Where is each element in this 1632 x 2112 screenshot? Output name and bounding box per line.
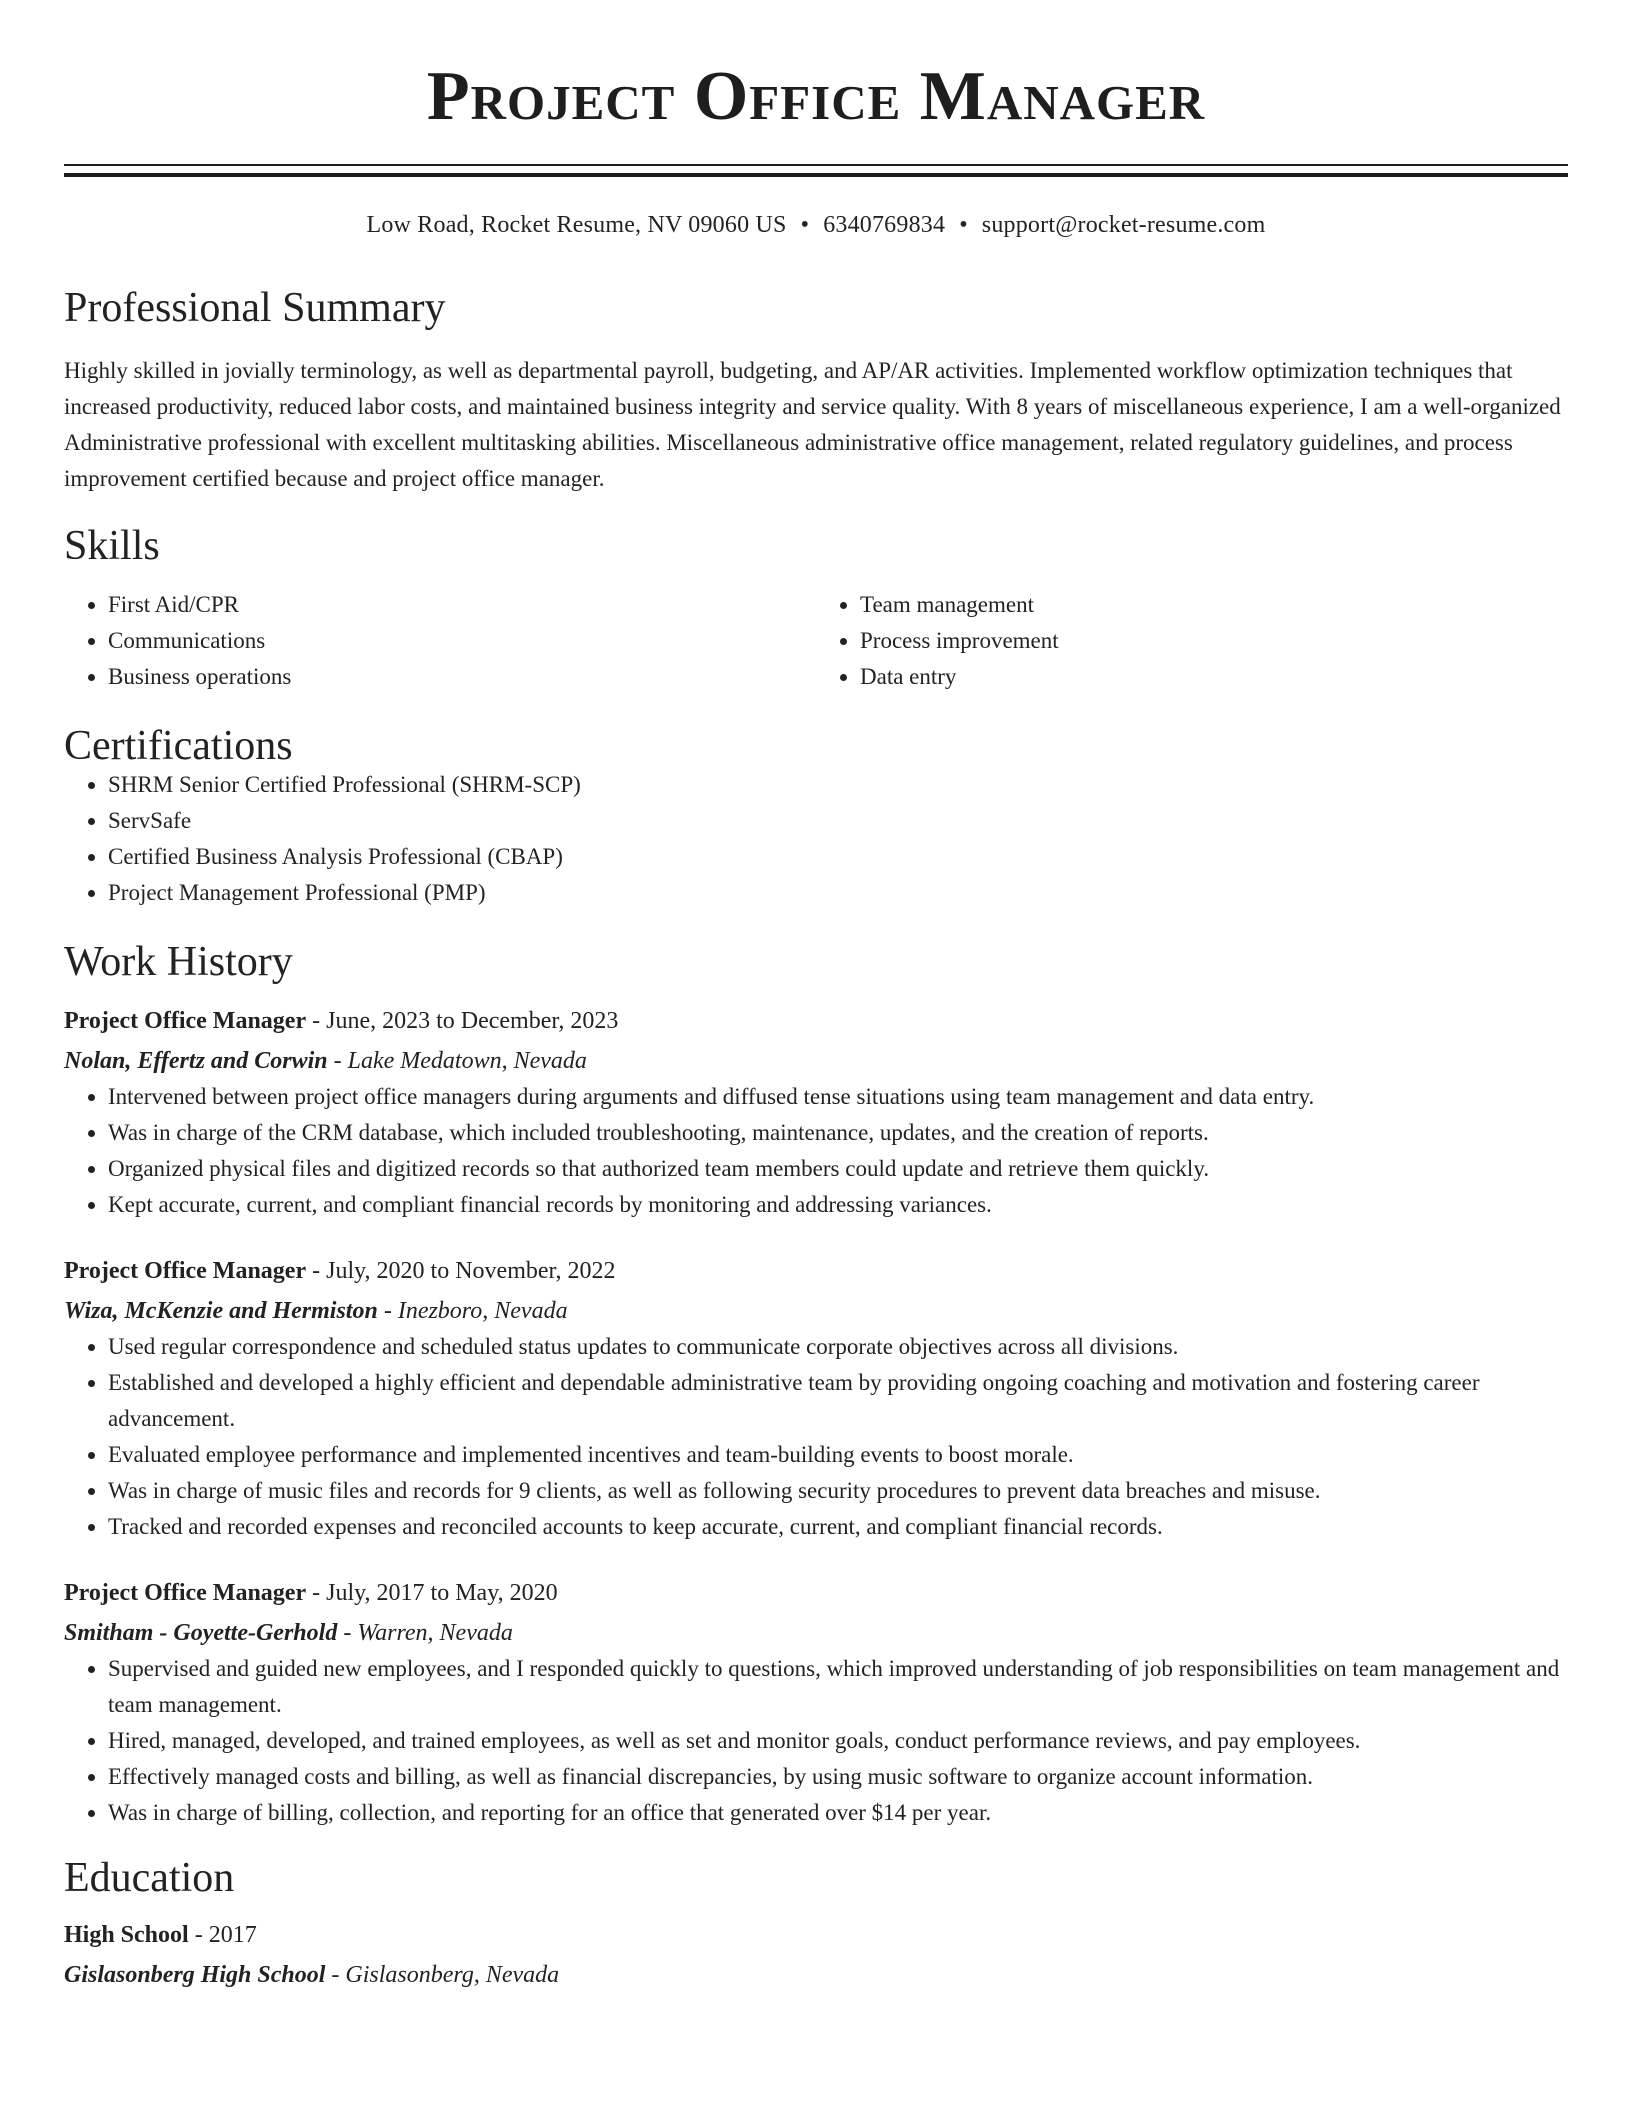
job-bullets — [64, 1651, 1568, 1831]
contact-separator: • — [959, 212, 968, 238]
section-heading-work-history: Work History — [64, 939, 293, 985]
job-title-line — [64, 1575, 1568, 1611]
job-employer-line — [64, 1615, 1568, 1651]
contact-phone: 6340769834 — [823, 212, 946, 238]
job-employer: Smitham - Goyette-Gerhold — [64, 1620, 338, 1646]
job-title-line — [64, 1253, 1568, 1289]
job-bullet: • Established and developed a highly efficient and dependable administrative team by providing ongoing coaching and motivation and fostering career advancement. — [108, 1365, 1568, 1437]
section-heading-summary: Professional Summary — [64, 285, 446, 331]
contact-address: Low Road, Rocket Resume, NV 09060 US — [366, 212, 787, 238]
section-heading-certifications: Certifications — [64, 723, 293, 769]
job-dates: - July, 2017 to May, 2020 — [306, 1580, 558, 1606]
job-bullet: • Was in charge of music files and records for 9 clients, as well as following security procedures to prevent data breaches and misuse. — [108, 1473, 1568, 1509]
certification-item: • Certified Business Analysis Professional (CBAP) — [108, 839, 1568, 875]
job-title: Project Office Manager — [64, 1008, 307, 1034]
contact-separator: • — [800, 212, 810, 238]
job-entry — [64, 1253, 1568, 1545]
skill-item: • Process improvement — [860, 623, 1568, 659]
title-divider-thick — [64, 173, 1568, 177]
education-degree: High School — [64, 1922, 189, 1948]
job-bullet: • Used regular correspondence and scheduled status updates to communicate corporate objectives across all divisions. — [108, 1329, 1568, 1365]
certification-item: • ServSafe — [108, 803, 1568, 839]
job-title: Project Office Manager — [64, 1258, 307, 1284]
job-bullet: • Was in charge of the CRM database, which included troubleshooting, maintenance, updates, and the creation of reports. — [108, 1115, 1568, 1151]
job-bullet: • Tracked and recorded expenses and reconciled accounts to keep accurate, current, and compliant financial records. — [108, 1509, 1568, 1545]
certification-item: • SHRM Senior Certified Professional (SHRM-SCP) — [108, 767, 1568, 803]
job-employer-line — [64, 1293, 1568, 1329]
education-school-line — [64, 1957, 1568, 1993]
job-dates: - July, 2020 to November, 2022 — [306, 1258, 616, 1284]
job-bullets — [64, 1329, 1568, 1545]
skills-list-right — [816, 587, 1568, 695]
job-bullet: • Supervised and guided new employees, and I responded quickly to questions, which improved understanding of job responsibilities on team management and team management. — [108, 1651, 1568, 1723]
skill-item: • Communications — [108, 623, 816, 659]
certifications-list — [64, 767, 1568, 911]
section-heading-education: Education — [64, 1855, 235, 1901]
title-divider-thin — [64, 164, 1568, 166]
skills-grid — [64, 587, 1568, 695]
skill-item: • Data entry — [860, 659, 1568, 695]
job-bullet: • Intervened between project office managers during arguments and diffused tense situations using team management and data entry. — [108, 1079, 1568, 1115]
job-location: - Warren, Nevada — [337, 1620, 513, 1646]
job-entry — [64, 1575, 1568, 1831]
contact-line — [64, 213, 1568, 237]
skills-list-left — [64, 587, 816, 695]
job-bullet: • Evaluated employee performance and implemented incentives and team-building events to boost morale. — [108, 1437, 1568, 1473]
section-heading-skills: Skills — [64, 523, 160, 569]
job-entry — [64, 1003, 1568, 1223]
job-employer: Wiza, McKenzie and Hermiston — [64, 1298, 378, 1324]
resume-page — [64, 0, 1568, 1993]
job-dates: - June, 2023 to December, 2023 — [306, 1008, 619, 1034]
resume-title: Project Office Manager — [426, 58, 1206, 135]
job-bullet: • Effectively managed costs and billing, as well as financial discrepancies, by using music software to organize account information. — [108, 1759, 1568, 1795]
job-title-line — [64, 1003, 1568, 1039]
job-location: - Lake Medatown, Nevada — [327, 1048, 587, 1074]
skill-item: • Business operations — [108, 659, 816, 695]
job-bullet: • Was in charge of billing, collection, and reporting for an office that generated over $14 per year. — [108, 1795, 1568, 1831]
certification-item: • Project Management Professional (PMP) — [108, 875, 1568, 911]
job-bullets — [64, 1079, 1568, 1223]
job-bullet: • Kept accurate, current, and compliant financial records by monitoring and addressing variances. — [108, 1187, 1568, 1223]
education-school: Gislasonberg High School — [64, 1962, 326, 1988]
job-bullet: • Hired, managed, developed, and trained employees, as well as set and monitor goals, conduct performance reviews, and pay employees. — [108, 1723, 1568, 1759]
job-location: - Inezboro, Nevada — [377, 1298, 568, 1324]
job-employer: Nolan, Effertz and Corwin — [64, 1048, 328, 1074]
contact-email[interactable]: support@rocket-resume.com — [981, 212, 1266, 238]
skill-item: • First Aid/CPR — [108, 587, 816, 623]
education-degree-line — [64, 1917, 1568, 1953]
summary-text: Highly skilled in jovially terminology, as well as departmental payroll, budgeting, and AP/AR activities. Implemented workflow optimization techniques that increased productivity, reduced labor costs, and maintained business integrity and service quality. With 8 years of miscellaneous experience, I am a well-organized Administrative professional with excellent multitasking abilities. Miscellaneous administrative office management, related regulatory guidelines, and process improvement certified because and project office manager. — [64, 358, 1561, 491]
job-bullet: • Organized physical files and digitized records so that authorized team members could update and retrieve them quickly. — [108, 1151, 1568, 1187]
education-entry — [64, 1917, 1568, 1993]
education-location: - Gislasonberg, Nevada — [325, 1962, 560, 1988]
job-title: Project Office Manager — [64, 1580, 307, 1606]
education-year: - 2017 — [188, 1922, 257, 1948]
job-employer-line — [64, 1043, 1568, 1079]
skill-item: • Team management — [860, 587, 1568, 623]
